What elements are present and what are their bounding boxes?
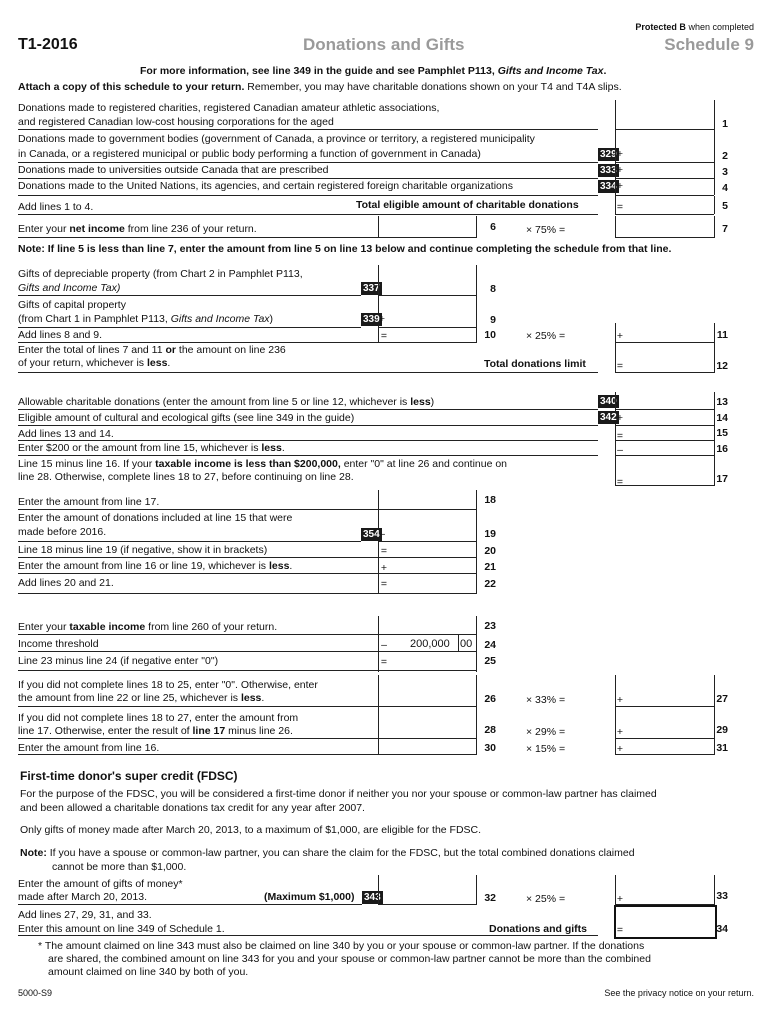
line-19-text-a: Enter the amount of donations included at line 15 that were xyxy=(18,512,293,524)
line-17-text-b: line 28. Otherwise, complete lines 18 to 27, before continuing on line 28. xyxy=(18,471,354,483)
line-32-max: (Maximum $1,000) xyxy=(264,891,355,903)
op-minus: – xyxy=(379,528,385,540)
line-number-5: 5 xyxy=(722,200,728,212)
op-minus: – xyxy=(381,639,387,651)
op-plus: + xyxy=(616,164,624,176)
line-number-16: 16 xyxy=(716,443,728,455)
line-16-input[interactable] xyxy=(628,440,716,456)
form-code: 5000-S9 xyxy=(18,988,53,998)
line-2-text-a: Donations made to government bodies (government of Canada, a province or territory, a registered municipality xyxy=(18,133,535,145)
fdsc-heading: First-time donor's super credit (FDSC) xyxy=(20,769,238,783)
line-4-input[interactable] xyxy=(628,180,716,196)
line-29-input[interactable] xyxy=(628,723,716,739)
line-30-input[interactable] xyxy=(380,739,478,755)
line-13-input[interactable] xyxy=(617,394,716,410)
line-number-33: 33 xyxy=(716,890,728,902)
line-26-text-b: the amount from line 22 or line 25, whichever is less. xyxy=(18,692,265,704)
line-24-text: Income threshold xyxy=(18,638,99,650)
line-25-text: Line 23 minus line 24 (if negative enter "0") xyxy=(18,655,219,667)
line-12-text-b: of your return, whichever is less. xyxy=(18,357,171,369)
page-title: Donations and Gifts xyxy=(303,35,465,54)
line-number-34: 34 xyxy=(716,923,728,935)
line-1-text-a: Donations made to registered charities, registered Canadian amateur athletic associations, xyxy=(18,102,440,114)
line-number-2: 2 xyxy=(722,150,728,162)
line-10-text: Add lines 8 and 9. xyxy=(18,329,103,341)
form-id: T1-2016 xyxy=(18,36,78,53)
line-12-label: Total donations limit xyxy=(484,358,586,370)
line-28-rate: × 29% = xyxy=(526,726,566,738)
code-337: 337 xyxy=(363,283,380,294)
line-32-text-a: Enter the amount of gifts of money* xyxy=(18,878,183,890)
op-equals: = xyxy=(380,578,388,590)
line-number-30: 30 xyxy=(484,742,496,754)
line-32-text-b: made after March 20, 2013. xyxy=(18,891,147,903)
op-plus: + xyxy=(616,694,624,706)
footnote-2: are shared, the combined amount on line 343 for you and your spouse or common-law partner cannot be more than the combined xyxy=(48,953,651,965)
line-34-text-b: Enter this amount on line 349 of Schedule 1. xyxy=(18,923,225,935)
op-minus: – xyxy=(617,444,623,456)
line-number-24: 24 xyxy=(484,639,496,651)
line-17-input[interactable] xyxy=(628,470,716,486)
line-number-32: 32 xyxy=(484,892,496,904)
line-15-input[interactable] xyxy=(628,425,716,441)
op-plus: + xyxy=(378,313,386,325)
op-plus: + xyxy=(616,893,624,905)
line-20-input[interactable] xyxy=(390,542,478,558)
line-34-input[interactable] xyxy=(628,918,714,934)
privacy-notice: See the privacy notice on your return. xyxy=(604,988,754,998)
code-339: 339 xyxy=(363,314,380,325)
schedule-title: Schedule 9 xyxy=(664,35,754,54)
code-342: 342 xyxy=(600,412,617,423)
line-3-text: Donations made to universities outside Canada that are prescribed xyxy=(18,164,329,176)
line-26-input[interactable] xyxy=(380,690,478,706)
line-34-text-a: Add lines 27, 29, 31, and 33. xyxy=(18,909,152,921)
line-10-input[interactable] xyxy=(390,327,478,343)
op-plus: + xyxy=(616,330,624,342)
op-plus: + xyxy=(616,148,624,160)
line-number-9: 9 xyxy=(490,314,496,326)
schedule-9-form xyxy=(18,18,754,1012)
line-30-text: Enter the amount from line 16. xyxy=(18,742,160,754)
line-number-8: 8 xyxy=(490,283,496,295)
fdsc-para-2: Only gifts of money made after March 20, 2013, to a maximum of $1,000, are eligible for the FDSC. xyxy=(20,824,482,836)
line-13-text: Allowable charitable donations (enter the amount from line 5 or line 12, whichever is less) xyxy=(18,396,435,408)
op-plus: + xyxy=(616,180,624,192)
line-1-text-b: and registered Canadian low-cost housing corporations for the aged xyxy=(18,116,334,128)
line-number-28: 28 xyxy=(484,724,496,736)
op-plus: + xyxy=(616,412,624,424)
line-12-text-a: Enter the total of lines 7 and 11 or the amount on line 236 xyxy=(18,344,286,356)
op-equals: = xyxy=(616,924,624,936)
line-number-31: 31 xyxy=(716,742,728,754)
note-line-5-7: Note: If line 5 is less than line 7, enter the amount from line 5 on line 13 below and continue completing the schedule from that line. xyxy=(18,243,672,255)
code-333: 333 xyxy=(600,165,617,176)
income-threshold-cents: 00 xyxy=(460,638,473,650)
line-28-text-b: line 17. Otherwise, enter the result of line 17 minus line 26. xyxy=(18,725,293,737)
line-28-input[interactable] xyxy=(380,723,478,739)
op-plus: + xyxy=(616,743,624,755)
line-number-20: 20 xyxy=(484,545,496,557)
line-18-input[interactable] xyxy=(380,494,478,510)
line-11-input[interactable] xyxy=(628,327,716,343)
line-23-text: Enter your taxable income from line 260 of your return. xyxy=(18,621,278,633)
line-8-text-b: Gifts and Income Tax) xyxy=(18,282,121,294)
line-23-input[interactable] xyxy=(380,619,478,635)
line-6-input[interactable] xyxy=(380,221,478,237)
line-number-19: 19 xyxy=(484,528,496,540)
code-340: 340 xyxy=(600,396,617,407)
line-19-text-b: made before 2016. xyxy=(18,526,107,538)
line-number-14: 14 xyxy=(716,412,728,424)
code-334: 334 xyxy=(600,181,617,192)
attach-line: Attach a copy of this schedule to your return. Remember, you may have charitable donations shown on your T4 and T4A slips. xyxy=(18,81,622,93)
op-equals: = xyxy=(380,545,388,557)
line-number-29: 29 xyxy=(716,724,728,736)
fdsc-para-1b: and been allowed a charitable donations tax credit for any year after 2007. xyxy=(20,802,365,814)
line-number-21: 21 xyxy=(484,561,496,573)
income-threshold-value: 200,000 xyxy=(410,638,450,650)
line-16-text: Enter $200 or the amount from line 15, whichever is less. xyxy=(18,442,285,454)
line-9-text-a: Gifts of capital property xyxy=(18,299,126,311)
line-15-text: Add lines 13 and 14. xyxy=(18,428,114,440)
protected-b-label: Protected B when completed xyxy=(635,22,754,32)
op-equals: = xyxy=(616,430,624,442)
line-3-input[interactable] xyxy=(628,163,716,179)
line-number-10: 10 xyxy=(484,329,496,341)
line-17-text-a: Line 15 minus line 16. If your taxable income is less than $200,000, enter "0" at line 26 and continue on xyxy=(18,458,508,470)
fdsc-note-cont: cannot be more than $1,000. xyxy=(52,861,187,873)
line-5-label: Total eligible amount of charitable donations xyxy=(356,199,579,211)
footnote-1: * The amount claimed on line 343 must also be claimed on line 340 by you or your spouse or common-law partner. If the donations xyxy=(38,940,645,952)
op-plus: + xyxy=(616,726,624,738)
line-20-text: Line 18 minus line 19 (if negative, show it in brackets) xyxy=(18,544,268,556)
line-10-rate: × 25% = xyxy=(526,330,566,342)
fdsc-note: Note: If you have a spouse or common-law partner, you can share the claim for the FDSC, but the total combined donations claimed xyxy=(20,847,635,859)
line-26-rate: × 33% = xyxy=(526,694,566,706)
code-354: 354 xyxy=(363,529,380,540)
line-number-27: 27 xyxy=(716,693,728,705)
line-27-input[interactable] xyxy=(628,690,716,706)
line-21-input[interactable] xyxy=(390,558,478,574)
line-2-text-b: in Canada, or a registered municipal or public body performing a function of government in Canada) xyxy=(18,148,481,160)
line-30-rate: × 15% = xyxy=(526,743,566,755)
line-9-text-b: (from Chart 1 in Pamphlet P113, Gifts and Income Tax) xyxy=(18,313,274,325)
line-number-6: 6 xyxy=(490,221,496,233)
line-2-input[interactable] xyxy=(628,147,716,163)
op-plus: + xyxy=(380,562,388,574)
line-32-rate: × 25% = xyxy=(526,893,566,905)
line-number-22: 22 xyxy=(484,578,496,590)
line-18-text: Enter the amount from line 17. xyxy=(18,496,160,508)
line-14-text: Eligible amount of cultural and ecological gifts (see line 349 in the guide) xyxy=(18,412,355,424)
line-14-input[interactable] xyxy=(628,410,716,426)
op-equals: = xyxy=(616,201,624,213)
line-number-15: 15 xyxy=(716,427,728,439)
line-34-label: Donations and gifts xyxy=(489,923,587,935)
line-1-input[interactable] xyxy=(616,114,716,130)
line-8-input[interactable] xyxy=(380,280,478,296)
line-number-11: 11 xyxy=(716,329,728,341)
line-number-12: 12 xyxy=(716,360,728,372)
fdsc-para-1a: For the purpose of the FDSC, you will be considered a first-time donor if neither you nor your spouse or common-law partner has claimed xyxy=(20,788,657,800)
info-line: For more information, see line 349 in the guide and see Pamphlet P113, Gifts and Income Tax. xyxy=(140,65,607,77)
code-329: 329 xyxy=(600,149,617,160)
footnote-3: amount claimed on line 340 by both of you. xyxy=(48,966,249,978)
line-9-input[interactable] xyxy=(390,312,478,328)
line-number-25: 25 xyxy=(484,655,496,667)
line-25-input[interactable] xyxy=(390,654,478,670)
line-number-3: 3 xyxy=(722,166,728,178)
line-19-input[interactable] xyxy=(390,526,478,542)
op-equals: = xyxy=(616,360,624,372)
line-12-input[interactable] xyxy=(628,356,716,372)
line-number-18: 18 xyxy=(484,494,496,506)
line-number-17: 17 xyxy=(716,473,728,485)
line-number-13: 13 xyxy=(716,396,728,408)
op-equals: = xyxy=(380,656,388,668)
line-7-text: Enter your net income from line 236 of your return. xyxy=(18,223,257,235)
line-5-text: Add lines 1 to 4. xyxy=(18,201,94,213)
line-number-7: 7 xyxy=(722,223,728,235)
line-21-text: Enter the amount from line 16 or line 19, whichever is less. xyxy=(18,560,293,572)
code-343: 343 xyxy=(364,892,381,903)
line-8-text-a: Gifts of depreciable property (from Chart 2 in Pamphlet P113, xyxy=(18,268,303,280)
line-22-input[interactable] xyxy=(390,575,478,591)
line-number-23: 23 xyxy=(484,620,496,632)
line-22-text: Add lines 20 and 21. xyxy=(18,577,114,589)
line-28-text-a: If you did not complete lines 18 to 27, enter the amount from xyxy=(18,712,299,724)
line-number-1: 1 xyxy=(722,118,728,130)
op-equals: = xyxy=(616,476,624,488)
line-31-input[interactable] xyxy=(628,739,716,755)
line-26-text-a: If you did not complete lines 18 to 25, enter "0". Otherwise, enter xyxy=(18,679,318,691)
op-equals: = xyxy=(380,330,388,342)
line-33-input[interactable] xyxy=(628,889,716,905)
line-7-rate: × 75% = xyxy=(526,224,566,236)
line-number-26: 26 xyxy=(484,693,496,705)
line-7-input[interactable] xyxy=(617,221,716,237)
line-5-input[interactable] xyxy=(628,199,716,215)
line-number-4: 4 xyxy=(722,182,728,194)
line-4-text: Donations made to the United Nations, its agencies, and certain registered foreign charitable organizations xyxy=(18,180,513,192)
line-343-input[interactable] xyxy=(380,889,478,905)
